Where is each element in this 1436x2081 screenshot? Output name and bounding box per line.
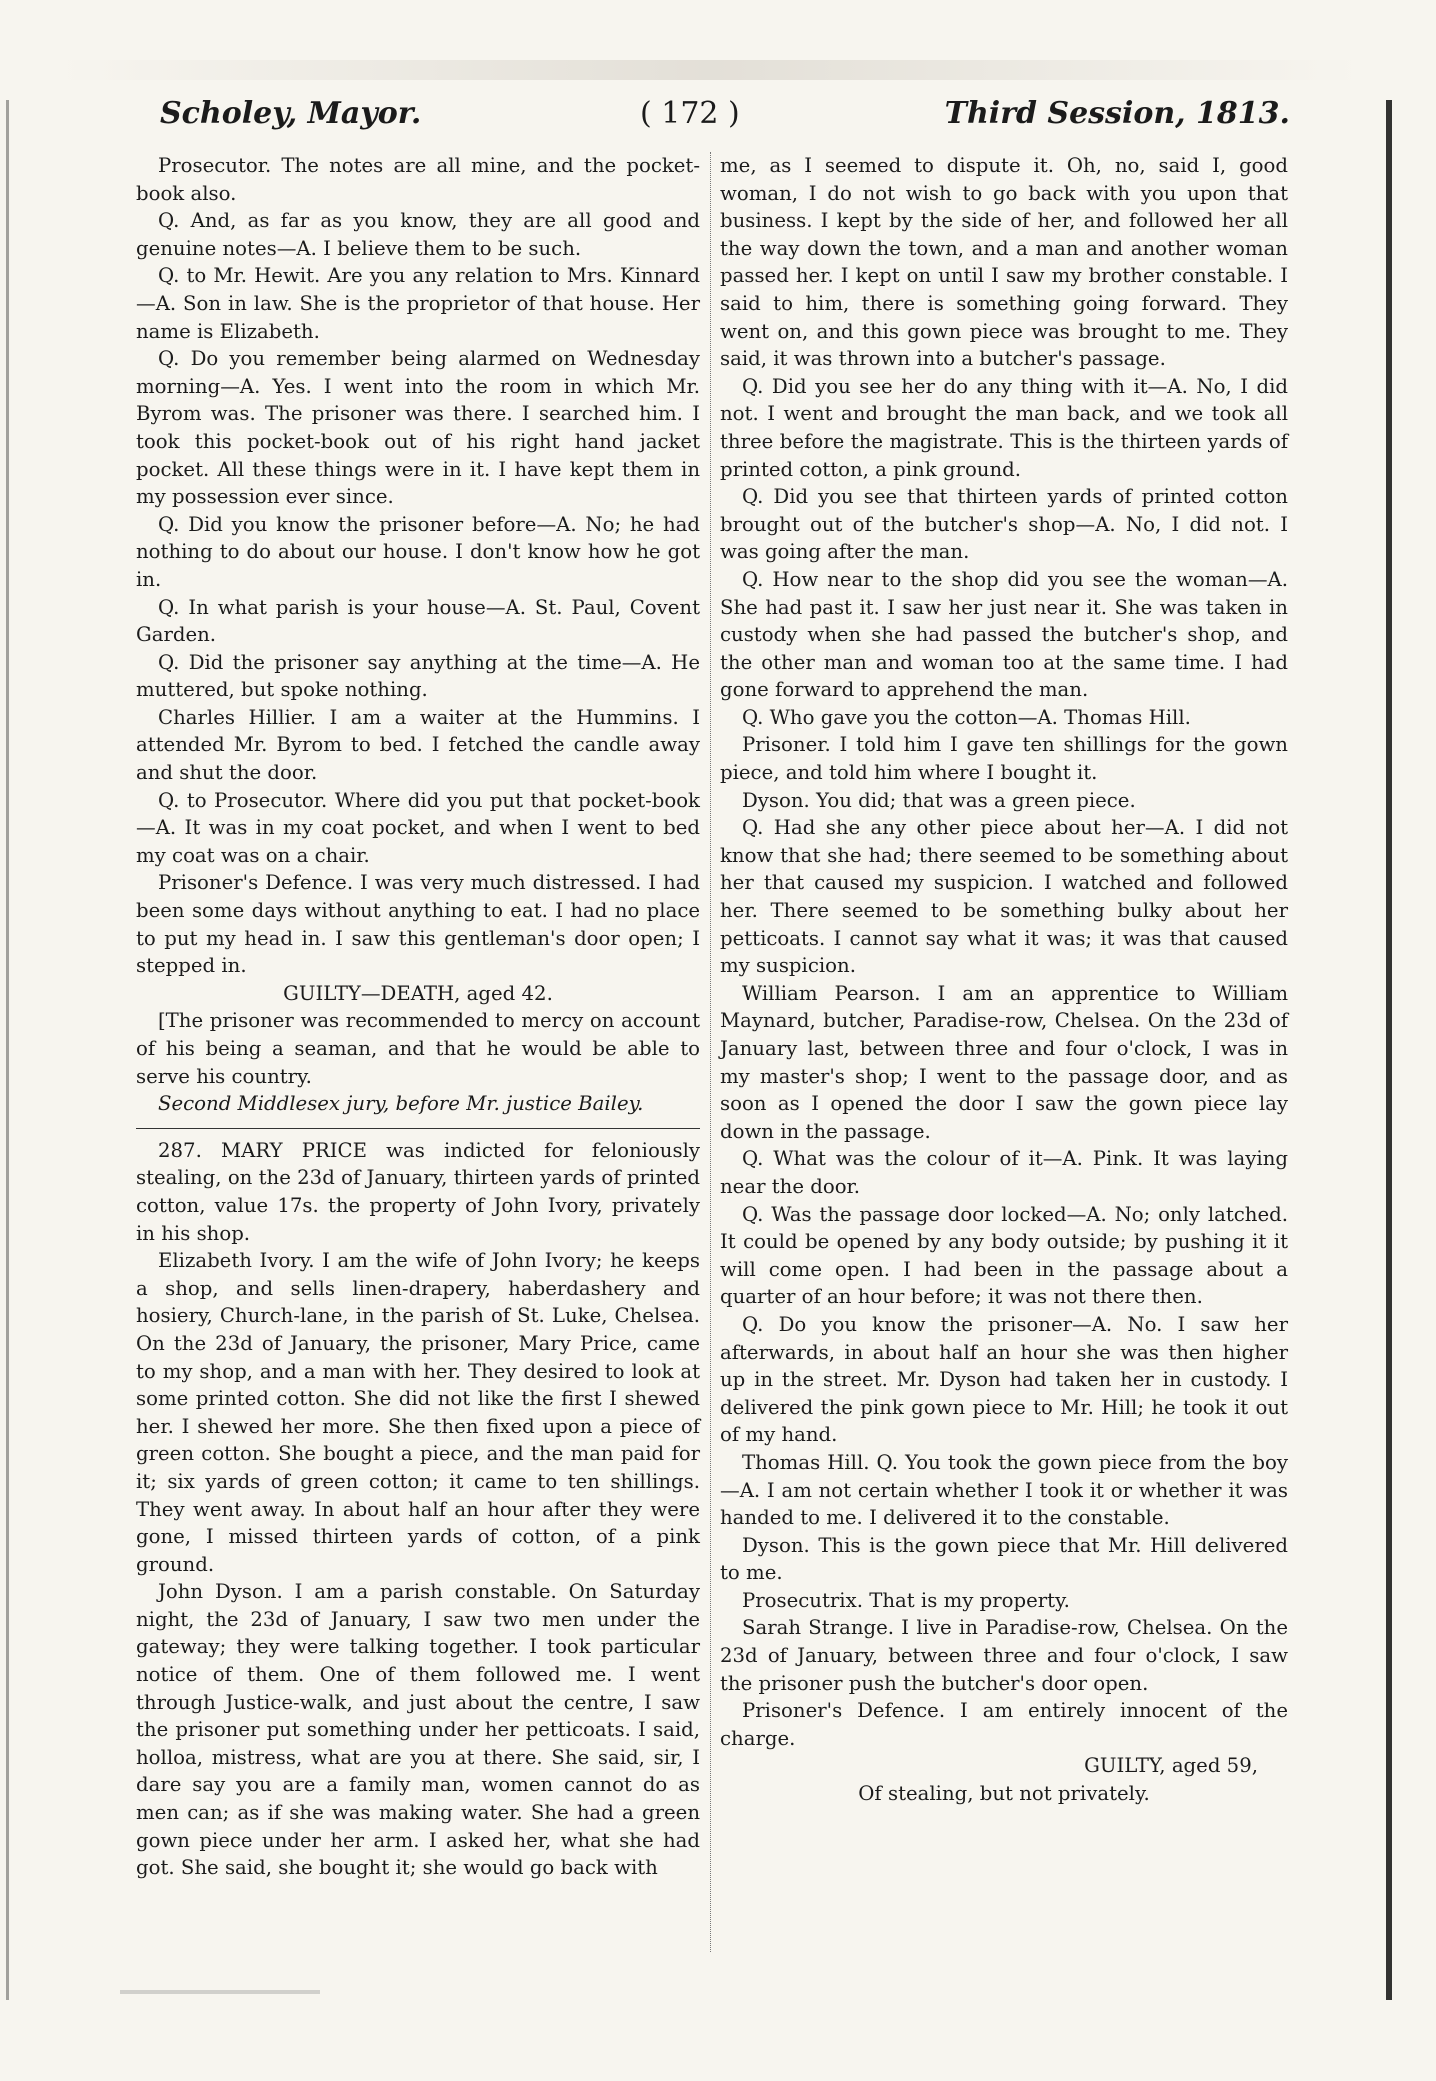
- paragraph: John Dyson. I am a parish constable. On Saturday night, the 23d of January, I saw two men under the gateway; they were talking together. I took particular notice of them. One of them followed me. I went through Justice-walk, and just about the centre, I saw the prisoner put something under her petticoats. I said, holloa, mistress, what are you at there. She said, sir, I dare say you are a family man, women cannot do as men can; as if she was making water. She had a green gown piece under her arm. I asked her, what she had got. She said, she bought it; she would go back with: [136, 1580, 700, 1880]
- paragraph: Prisoner's Defence. I am entirely innocent of the charge.: [720, 1699, 1288, 1750]
- paragraph: Q. Did you see that thirteen yards of printed cotton brought out of the butcher's shop—A. No, I did not. I was going after the man.: [720, 485, 1288, 564]
- paragraph: Q. Who gave you the cotton—A. Thomas Hill.: [742, 705, 1191, 729]
- section-rule: [136, 1128, 700, 1129]
- paragraph: Prosecutrix. That is my property.: [742, 1588, 1070, 1612]
- paragraph: Q. Did you know the prisoner before—A. No; he had nothing to do about our house. I don't know how he got in.: [136, 512, 700, 591]
- running-header: [160, 96, 1290, 142]
- paragraph: Sarah Strange. I live in Paradise-row, Chelsea. On the 23d of January, between three and four o'clock, I saw the prisoner push the butcher's door open.: [720, 1616, 1288, 1695]
- recommendation-note: [The prisoner was recommended to mercy on account of his being a seaman, and that he would be able to serve his country.: [136, 1009, 700, 1088]
- page-left-edge: [6, 100, 9, 2000]
- paragraph: Q. Had she any other piece about her—A. I did not know that she had; there seemed to be something about her that caused my suspicion. I watched and followed her. There seemed to be something bulky about her petticoats. I cannot say what it was; it was that caused my suspicion.: [720, 816, 1288, 978]
- paragraph: Dyson. This is the gown piece that Mr. Hill delivered to me.: [720, 1533, 1288, 1585]
- paragraph: Q. How near to the shop did you see the woman—A. She had past it. I saw her just near it. She was taken in custody when she had passed the butcher's shop, and the other man and woman too at the same time. I had gone forward to apprehend the man.: [720, 567, 1288, 702]
- paragraph: Q. Was the passage door locked—A. No; only latched. It could be opened by any body outside; by pushing it it will come open. I had been in the passage about a quarter of an hour before; it was not there then.: [720, 1202, 1288, 1309]
- paragraph: Thomas Hill. Q. You took the gown piece from the boy—A. I am not certain whether I took it or whether it was handed to me. I delivered it to the constable.: [720, 1450, 1288, 1530]
- paragraph: Elizabeth Ivory. I am the wife of John Ivory; he keeps a shop, and sells linen-drapery, haberdashery and hosiery, Church-lane, in the parish of St. Luke, Chelsea. On the 23d of January, the prisoner, Mary Price, came to my shop, and a man with her. They desired to look at some printed cotton. She did not like the first I shewed her. I shewed her more. She then fixed upon a piece of green cotton. She bought a piece, and the man paid for it; six yards of green cotton; it came to ten shillings. They went away. In about half an hour after they were gone, I missed thirteen yards of cotton, of a pink ground.: [136, 1249, 700, 1576]
- paragraph: Dyson. You did; that was a green piece.: [742, 788, 1136, 812]
- paragraph: Q. to Mr. Hewit. Are you any relation to Mrs. Kinnard—A. Son in law. She is the proprietor of that house. Her name is Elizabeth.: [136, 264, 700, 343]
- header-right: Third Session, 1813.: [944, 96, 1290, 131]
- page-binding-edge: [1386, 100, 1392, 2000]
- right-column: [720, 152, 1288, 1808]
- paragraph: Q. to Prosecutor. Where did you put that pocket-book—A. It was in my coat pocket, and when I went to bed my coat was on a chair.: [136, 788, 700, 867]
- page-stain: [60, 60, 1360, 80]
- paragraph: Q. In what parish is your house—A. St. Paul, Covent Garden.: [136, 595, 700, 647]
- paragraph: Q. And, as far as you know, they are all good and genuine notes—A. I believe them to be such.: [136, 209, 700, 260]
- verdict: GUILTY—DEATH, aged 42.: [283, 981, 553, 1005]
- case-intro: 287. MARY PRICE was indicted for feloniously stealing, on the 23d of January, thirteen yards of printed cotton, value 17s. the property of John Ivory, privately in his shop.: [136, 1138, 700, 1245]
- paragraph: Q. Do you know the prisoner—A. No. I saw her afterwards, in about half an hour she was then higher up in the street. Mr. Dyson had taken her in custody. I delivered the pink gown piece to Mr. Hill; he took it out of my hand.: [720, 1312, 1288, 1447]
- paragraph: Q. Did the prisoner say anything at the time—A. He muttered, but spoke nothing.: [136, 650, 700, 702]
- paragraph: Q. Did you see her do any thing with it—A. No, I did not. I went and brought the man back, and we took all three before the magistrate. This is the thirteen yards of printed cotton, a pink ground.: [720, 374, 1288, 481]
- paragraph: me, as I seemed to dispute it. Oh, no, said I, good woman, I do not wish to go back with you upon that business. I kept by the side of her, and followed her all the way down the town, and a man and another woman passed her. I kept on until I saw my brother constable. I said to him, there is something going forward. They went on, and this gown piece was brought to me. They said, it was thrown into a butcher's passage.: [720, 154, 1288, 371]
- verdict: GUILTY, aged 59,: [1084, 1754, 1258, 1778]
- page-smudge: [120, 1990, 320, 1994]
- paragraph: Prosecutor. The notes are all mine, and the pocket-book also.: [136, 154, 700, 205]
- paragraph: William Pearson. I am an apprentice to William Maynard, butcher, Paradise-row, Chelsea. On the 23d of January last, between three and four o'clock, I was in my master's shop; I went to the passage door, and as soon as I opened the door I saw the gown piece lay down in the passage.: [720, 981, 1288, 1143]
- header-left: Scholey, Mayor.: [160, 96, 422, 131]
- paragraph: Prisoner's Defence. I was very much distressed. I had been some days without anything to eat. I had no place to put my head in. I saw this gentleman's door open; I stepped in.: [136, 871, 700, 978]
- left-column: [136, 152, 700, 1882]
- paragraph: Prisoner. I told him I gave ten shillings for the gown piece, and told him where I bought it.: [720, 733, 1288, 785]
- paragraph: Q. Do you remember being alarmed on Wednesday morning—A. Yes. I went into the room in which Mr. Byrom was. The prisoner was there. I searched him. I took this pocket-book out of his right hand jacket pocket. All these things were in it. I have kept them in my possession ever since.: [136, 347, 700, 509]
- paragraph: Q. What was the colour of it—A. Pink. It was laying near the door.: [720, 1147, 1288, 1198]
- column-divider: [710, 152, 711, 1952]
- jury-line: Second Middlesex jury, before Mr. justice Bailey.: [158, 1092, 644, 1116]
- verdict-note: Of stealing, but not privately.: [858, 1782, 1150, 1806]
- paragraph: Charles Hillier. I am a waiter at the Hummins. I attended Mr. Byrom to bed. I fetched the candle away and shut the door.: [136, 705, 700, 785]
- page-number: ( 172 ): [640, 96, 740, 131]
